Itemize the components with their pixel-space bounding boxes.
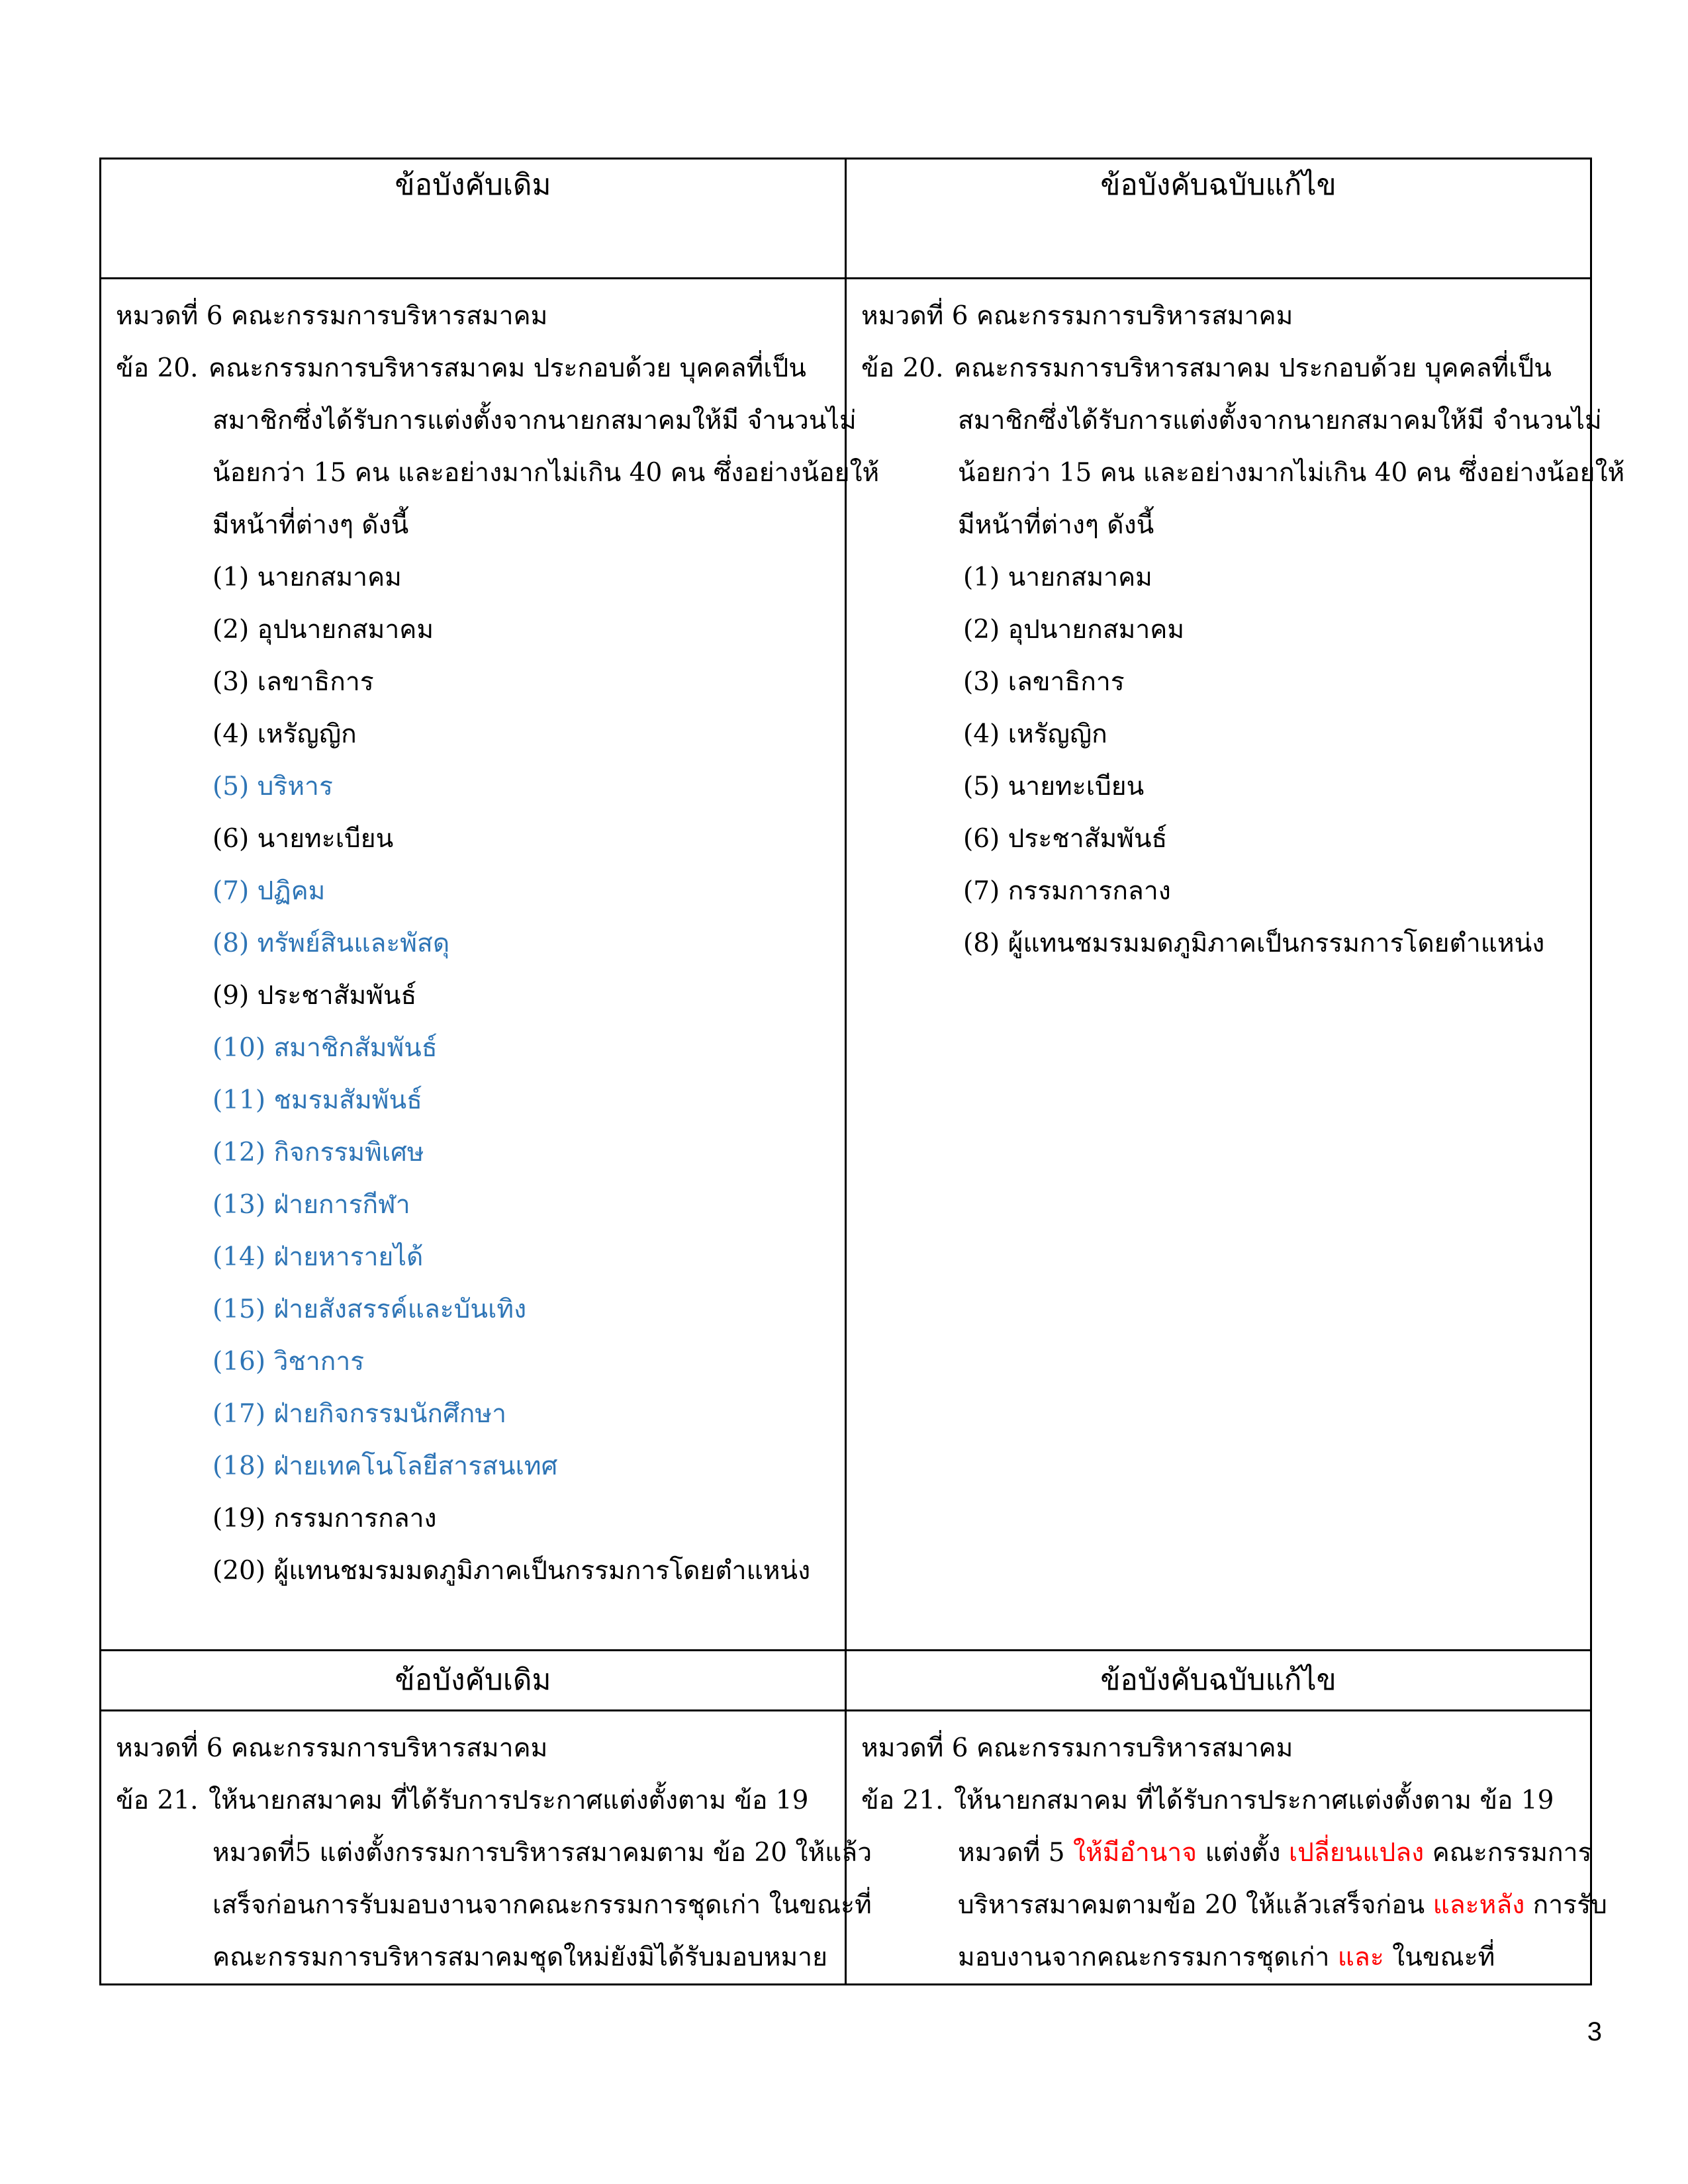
clause-text: น้อยกว่า 15 คน และอย่างมากไม่เกิน 40 คน ซึ่งอย่างน้อยให้: [212, 458, 880, 488]
list-item: (3) เลขาธิการ: [212, 667, 374, 697]
clause-text-line: [847, 1827, 1590, 1879]
clause-20-first-line: [101, 342, 845, 394]
list-item-removed: (8) ทรัพย์สินและพัสดุ: [212, 929, 450, 958]
list-item-removed: (7) ปฏิคม: [212, 876, 326, 906]
added-text: และ: [1337, 1942, 1384, 1972]
amended-clause-21-cell: [846, 1711, 1607, 1985]
original-clause-21-cell: [101, 1711, 872, 1985]
clause-21-first-line: [101, 1774, 845, 1827]
clause-text: มอบงานจากคณะกรรมการชุดเก่า: [958, 1942, 1338, 1972]
clause-21-first-line: [847, 1774, 1590, 1827]
clause-text-line: [847, 1931, 1590, 1983]
clause-number: ข้อ 21.: [116, 1786, 199, 1815]
clause-text: คณะกรรมการบริหารสมาคมชุดใหม่ยังมิได้รับมอบหมาย: [212, 1942, 827, 1972]
clause-text: ในขณะที่: [1383, 1942, 1495, 1972]
header-amended: ข้อบังคับฉบับแก้ไข: [846, 1651, 1591, 1711]
list-item-removed: (16) วิชาการ: [212, 1347, 365, 1377]
clause-text: คณะกรรมการ: [1424, 1838, 1592, 1868]
clause-text: หมวดที่ 5: [958, 1838, 1073, 1868]
list-item-removed: (12) กิจกรรมพิเศษ: [212, 1138, 424, 1167]
clause-text: การรับ: [1524, 1890, 1607, 1920]
chapter-title: หมวดที่ 6 คณะกรรมการบริหารสมาคม: [861, 1733, 1293, 1763]
list-item: (9) ประชาสัมพันธ์: [212, 981, 417, 1011]
comparison-table: [99, 158, 1625, 1985]
list-item: (4) เหรัญญิก: [212, 719, 357, 749]
list-item-removed: (15) ฝ่ายสังสรรค์และบันเทิง: [212, 1295, 527, 1324]
list-item-removed: (10) สมาชิกสัมพันธ์: [212, 1033, 438, 1063]
list-item-removed: (11) ชมรมสัมพันธ์: [212, 1085, 422, 1115]
chapter-title: หมวดที่ 6 คณะกรรมการบริหารสมาคม: [116, 1733, 548, 1763]
clause-number: ข้อ 20.: [861, 353, 944, 383]
original-clause-20-cell: [101, 279, 880, 1651]
header-original: ข้อบังคับเดิม: [101, 159, 846, 279]
added-text: และหลัง: [1432, 1890, 1525, 1920]
list-item: (1) นายกสมาคม: [963, 563, 1152, 592]
clause-text: มีหน้าที่ต่างๆ ดังนี้: [212, 510, 409, 540]
list-item: (19) กรรมการกลาง: [212, 1504, 437, 1533]
list-item: (8) ผู้แทนชมรมมดภูมิภาคเป็นกรรมการโดยตำแหน่ง: [963, 929, 1545, 958]
list-item: (6) นายทะเบียน: [212, 824, 394, 854]
clause-text: คณะกรรมการบริหารสมาคม ประกอบด้วย บุคคลที่เป็น: [954, 353, 1552, 383]
list-item: (4) เหรัญญิก: [963, 719, 1107, 749]
clause-text: คณะกรรมการบริหารสมาคม ประกอบด้วย บุคคลที่เป็น: [209, 353, 806, 383]
list-item-removed: (13) ฝ่ายการกีฬา: [212, 1190, 410, 1220]
clause-text: สมาชิกซึ่งได้รับการแต่งตั้งจากนายกสมาคมให้มี จำนวนไม่: [958, 406, 1602, 435]
list-item: (2) อุปนายกสมาคม: [963, 615, 1185, 645]
list-item-removed: (14) ฝ่ายหารายได้: [212, 1242, 424, 1272]
header-original: ข้อบังคับเดิม: [101, 1651, 846, 1711]
list-item: (5) นายทะเบียน: [963, 772, 1145, 801]
clause-text: สมาชิกซึ่งได้รับการแต่งตั้งจากนายกสมาคมให้มี จำนวนไม่: [212, 406, 857, 435]
chapter-title: หมวดที่ 6 คณะกรรมการบริหารสมาคม: [116, 301, 548, 331]
list-item: (3) เลขาธิการ: [963, 667, 1125, 697]
clause-20-first-line: [847, 342, 1590, 394]
clause-text-line: [847, 1879, 1607, 1931]
list-item: (7) กรรมการกลาง: [963, 876, 1171, 906]
added-text: เปลี่ยนแปลง: [1288, 1838, 1425, 1868]
list-item: (20) ผู้แทนชมรมมดภูมิภาคเป็นกรรมการโดยตำแหน่ง: [212, 1556, 811, 1586]
list-item-removed: (17) ฝ่ายกิจกรรมนักศึกษา: [212, 1399, 506, 1429]
header-amended: ข้อบังคับฉบับแก้ไข: [846, 159, 1591, 279]
clause-text: เสร็จก่อนการรับมอบงานจากคณะกรรมการชุดเก่า ในขณะที่: [212, 1890, 872, 1920]
list-item: (1) นายกสมาคม: [212, 563, 402, 592]
clause-number: ข้อ 21.: [861, 1786, 944, 1815]
clause-text: หมวดที่5 แต่งตั้งกรรมการบริหารสมาคมตาม ข้อ 20 ให้แล้ว: [212, 1838, 872, 1868]
clause-text: ให้นายกสมาคม ที่ได้รับการประกาศแต่งตั้งตาม ข้อ 19: [209, 1786, 809, 1815]
page-number: 3: [1587, 2017, 1602, 2046]
list-item-removed: (5) บริหาร: [212, 772, 333, 801]
list-item-removed: (18) ฝ่ายเทคโนโลยีสารสนเทศ: [212, 1451, 558, 1481]
clause-text: มีหน้าที่ต่างๆ ดังนี้: [958, 510, 1154, 540]
chapter-title: หมวดที่ 6 คณะกรรมการบริหารสมาคม: [861, 301, 1293, 331]
added-text: ให้มีอำนาจ: [1072, 1838, 1197, 1868]
list-item: (2) อุปนายกสมาคม: [212, 615, 434, 645]
clause-number: ข้อ 20.: [116, 353, 199, 383]
list-item: (6) ประชาสัมพันธ์: [963, 824, 1168, 854]
amended-clause-20-cell: [846, 279, 1625, 1651]
clause-text: ให้นายกสมาคม ที่ได้รับการประกาศแต่งตั้งตาม ข้อ 19: [954, 1786, 1554, 1815]
clause-text: น้อยกว่า 15 คน และอย่างมากไม่เกิน 40 คน ซึ่งอย่างน้อยให้: [958, 458, 1625, 488]
clause-text: บริหารสมาคมตามข้อ 20 ให้แล้วเสร็จก่อน: [958, 1890, 1433, 1920]
clause-text: แต่งตั้ง: [1197, 1838, 1289, 1868]
